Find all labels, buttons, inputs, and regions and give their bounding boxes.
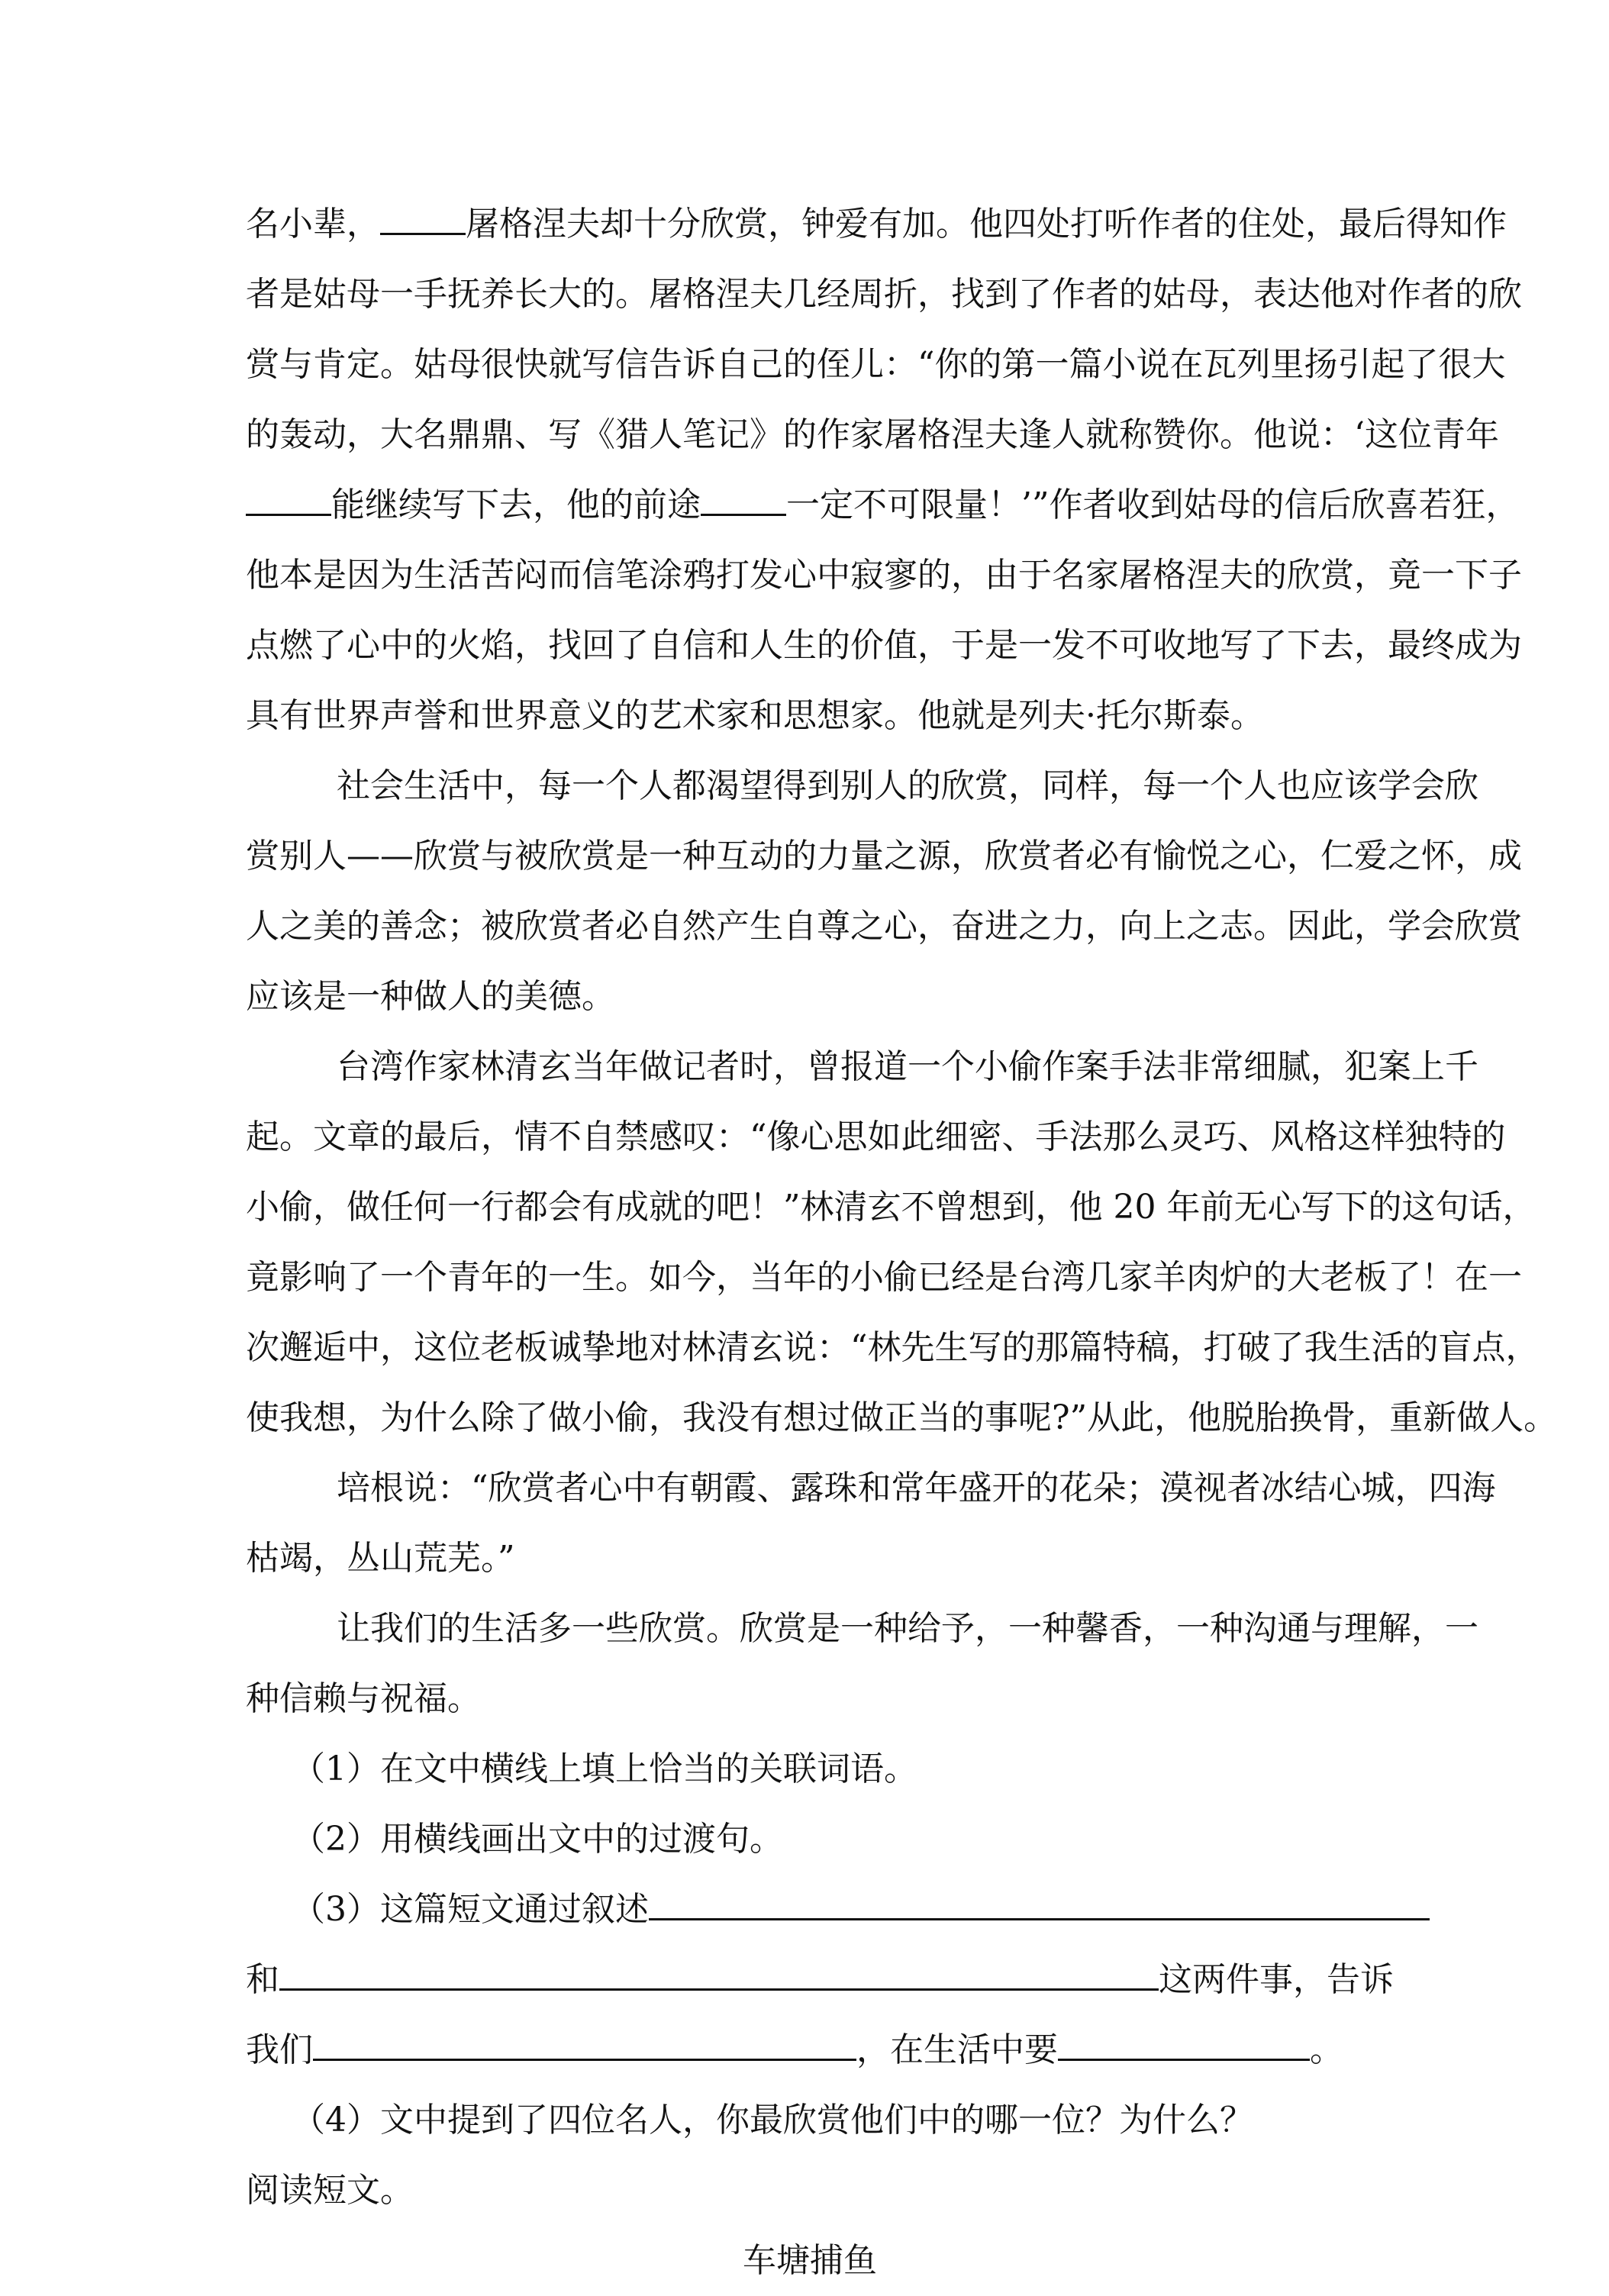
passage-line: 点燃了心中的火焰，找回了自信和人生的价值，于是一发不可收地写了下去，最终成为 — [246, 626, 1522, 665]
passage-line: 枯竭，丛山荒芜。” — [246, 1539, 515, 1578]
passage-line — [246, 189, 1507, 260]
document-page — [246, 189, 1558, 2296]
passage-line: 小偷，做任何一行都会有成就的吧！”林清玄不曾想到，他 20 年前无心写下的这句话， — [246, 1188, 1536, 1227]
fill-blank-1[interactable] — [380, 208, 466, 235]
passage-line: 种信赖与祝福。 — [246, 1679, 481, 1718]
passage-line: 人之美的善念；被欣赏者必自然产生自尊之心，奋进之力，向上之志。因此，学会欣赏 — [246, 907, 1522, 946]
article-title: 车塘捕鱼 — [743, 2241, 877, 2280]
passage-line: 让我们的生活多一些欣赏。欣赏是一种给予，一种馨香，一种沟通与理解，一 — [337, 1609, 1478, 1648]
passage-line: 起。文章的最后，情不自禁感叹：“像心思如此细密、手法那么灵巧、风格这样独特的 — [246, 1117, 1506, 1156]
question-2: （2）用横线画出文中的过渡句。 — [292, 1820, 783, 1859]
answer-blank[interactable] — [649, 1894, 1430, 1920]
fill-blank-3[interactable] — [701, 489, 786, 516]
passage-line: 赏别人——欣赏与被欣赏是一种互动的力量之源，欣赏者必有愉悦之心，仁爱之怀，成 — [246, 837, 1522, 876]
passage-line: 赏与肯定。姑母很快就写信告诉自己的侄儿：“你的第一篇小说在瓦列里扬引起了很大 — [246, 345, 1506, 384]
question-text: 这两件事，告诉 — [1159, 1960, 1394, 1999]
question-3-line-2 — [246, 1945, 1394, 2015]
passage-line: 竟影响了一个青年的一生。如今，当年的小偷已经是台湾几家羊肉炉的大老板了！在一 — [246, 1258, 1522, 1297]
passage-line: 次邂逅中，这位老板诚挚地对林清玄说：“林先生写的那篇特稿，打破了我生活的盲点， — [246, 1328, 1540, 1367]
passage-line: 者是姑母一手抚养长大的。屠格涅夫几经周折，找到了作者的姑母，表达他对作者的欣 — [246, 275, 1522, 314]
question-text: 和 — [246, 1960, 279, 1999]
passage-line: 应该是一种做人的美德。 — [246, 977, 615, 1016]
fill-blank-2[interactable] — [246, 489, 331, 516]
question-text: （3）这篇短文通过叙述 — [292, 1890, 649, 1929]
passage-line: 他本是因为生活苦闷而信笔涂鸦打发心中寂寥的，由于名家屠格涅夫的欣赏，竟一下子 — [246, 556, 1522, 595]
passage-line: 的轰动，大名鼎鼎、写《猎人笔记》的作家屠格涅夫逢人就称赞你。他说：‘这位青年 — [246, 415, 1499, 454]
answer-blank[interactable] — [313, 2034, 856, 2061]
question-text: ，在生活中要 — [856, 2030, 1058, 2069]
passage-line: 具有世界声誉和世界意义的艺术家和思想家。他就是列夫·托尔斯泰。 — [246, 696, 1264, 735]
question-3-line-3 — [246, 2015, 1374, 2085]
passage-line: 社会生活中，每一个人都渴望得到别人的欣赏，同样，每一个人也应该学会欣 — [337, 766, 1478, 805]
passage-text: 一定不可限量！’”作者收到姑母的信后欣喜若狂， — [786, 485, 1520, 524]
passage-line: 使我想，为什么除了做小偷，我没有想过做正当的事呢?”从此，他脱胎换骨，重新做人。 — [246, 1398, 1558, 1437]
reading-instruction: 阅读短文。 — [246, 2171, 414, 2210]
passage-line: 台湾作家林清玄当年做记者时，曾报道一个小偷作案手法非常细腻，犯案上千 — [337, 1047, 1478, 1086]
passage-line — [246, 470, 1520, 540]
question-text: 我们 — [246, 2030, 313, 2069]
question-4: （4）文中提到了四位名人，你最欣赏他们中的哪一位？为什么？ — [292, 2101, 1253, 2140]
passage-text: 名小辈， — [246, 205, 380, 243]
answer-blank[interactable] — [1058, 2034, 1310, 2061]
question-text: 。 — [1310, 2030, 1343, 2069]
answer-blank[interactable] — [279, 1964, 1159, 1991]
question-1: （1）在文中横线上填上恰当的关联词语。 — [292, 1749, 917, 1788]
passage-text: 屠格涅夫却十分欣赏，钟爱有加。他四处打听作者的住处，最后得知作 — [466, 205, 1507, 243]
passage-line: 培根说：“欣赏者心中有朝霞、露珠和常年盛开的花朵；漠视者冰结心城，四海 — [337, 1469, 1496, 1508]
question-3 — [246, 1875, 1374, 1945]
passage-text: 能继续写下去，他的前途 — [331, 485, 701, 524]
